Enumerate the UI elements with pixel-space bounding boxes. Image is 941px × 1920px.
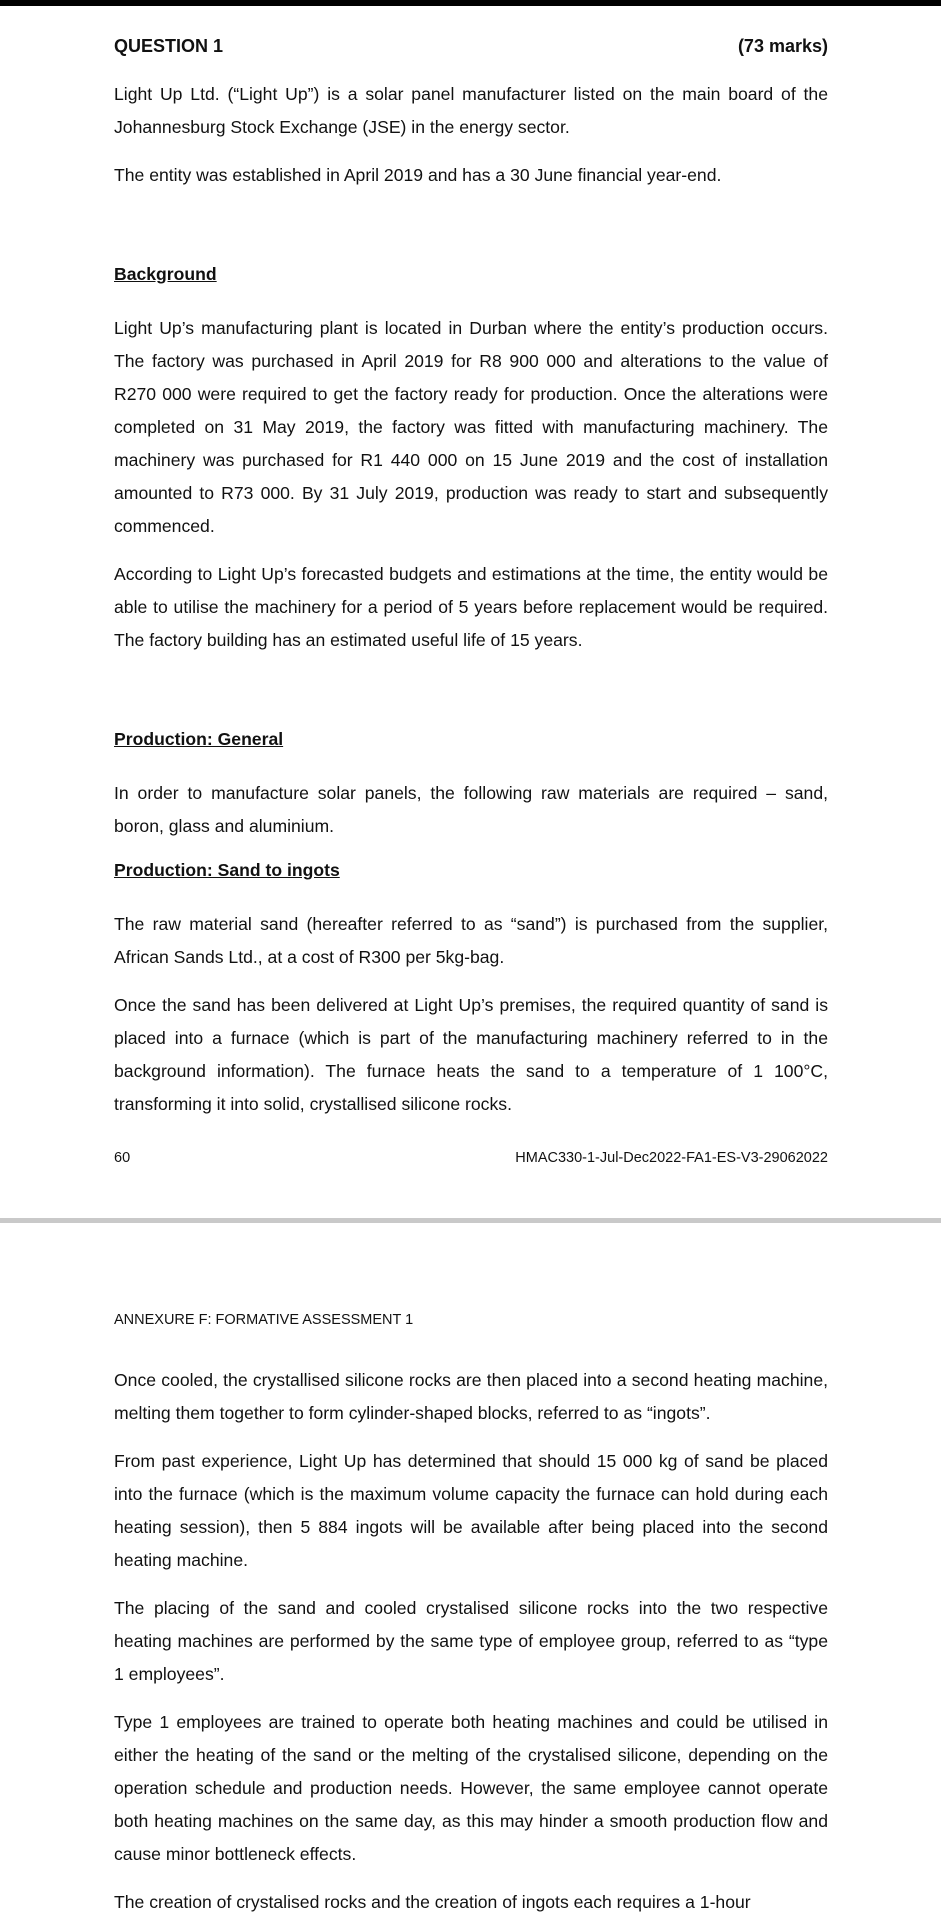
paragraph: The creation of crystalised rocks and the creation of ingots each requires a 1-hour <box>114 1892 751 1912</box>
top-bar <box>0 0 941 6</box>
question-header <box>114 34 828 58</box>
page-divider <box>0 1218 941 1223</box>
intro-paragraph: The entity was established in April 2019 and has a 30 June financial year-end. <box>114 165 722 185</box>
background-paragraph: Light Up’s manufacturing plant is located in Durban where the entity’s production occurs. The factory was purchased in April 2019 for R8 900 000 and alterations to the value of R270 000 were required to get the factory ready for production. Once the alterations were completed on 31 May 2019, the factory was fitted with manufacturing machinery. The machinery was purchased for R1 440 000 on 15 June 2019 and the cost of installation amounted to R73 000. By 31 July 2019, production was ready to start and subsequently commenced. <box>114 318 828 536</box>
marks: (73 marks) <box>737 36 828 56</box>
sand-heading: Production: Sand to ingots <box>114 860 340 880</box>
page-footer <box>114 1150 828 1166</box>
paragraph: Once cooled, the crystallised silicone rocks are then placed into a second heating machine, melting them together to form cylinder-shaped blocks, referred to as “ingots”. <box>114 1370 828 1423</box>
paragraph: From past experience, Light Up has determined that should 15 000 kg of sand be placed into the furnace (which is the maximum volume capacity the furnace can hold during each heating session), then 5 884 ingots will be available after being placed into the second heating machine. <box>114 1451 828 1570</box>
document-code: HMAC330-1-Jul-Dec2022-FA1-ES-V3-29062022 <box>515 1150 828 1166</box>
page-2 <box>114 1364 828 1919</box>
production-general-heading: Production: General <box>114 729 284 749</box>
paragraph: The placing of the sand and cooled crystalised silicone rocks into the two respective heating machines are performed by the same type of employee group, referred to as “type 1 employees”. <box>114 1598 828 1684</box>
question-title: QUESTION 1 <box>114 36 224 56</box>
intro-paragraph: Light Up Ltd. (“Light Up”) is a solar panel manufacturer listed on the main board of the Johannesburg Stock Exchange (JSE) in the energy sector. <box>114 84 828 137</box>
annexure-title: ANNEXURE F: FORMATIVE ASSESSMENT 1 <box>114 1312 414 1328</box>
sand-paragraph: The raw material sand (hereafter referred to as “sand”) is purchased from the supplier, African Sands Ltd., at a cost of R300 per 5kg-bag. <box>114 914 828 967</box>
page-1 <box>114 22 828 1121</box>
paragraph: Type 1 employees are trained to operate both heating machines and could be utilised in either the heating of the sand or the melting of the crystalised silicone, depending on the operation schedule and production needs. However, the same employee cannot operate both heating machines on the same day, as this may hinder a smooth production flow and cause minor bottleneck effects. <box>114 1712 828 1864</box>
sand-paragraph: Once the sand has been delivered at Light Up’s premises, the required quantity of sand is placed into a furnace (which is part of the manufacturing machinery referred to in the background information). The furnace heats the sand to a temperature of 1 100°C, transforming it into solid, crystallised silicone rocks. <box>114 995 828 1114</box>
background-paragraph: According to Light Up’s forecasted budgets and estimations at the time, the entity would be able to utilise the machinery for a period of 5 years before replacement would be required. The factory building has an estimated useful life of 15 years. <box>114 564 828 650</box>
background-heading: Background <box>114 264 217 284</box>
page-number: 60 <box>114 1150 131 1166</box>
production-general-paragraph: In order to manufacture solar panels, the following raw materials are required – sand, boron, glass and aluminium. <box>114 783 828 836</box>
